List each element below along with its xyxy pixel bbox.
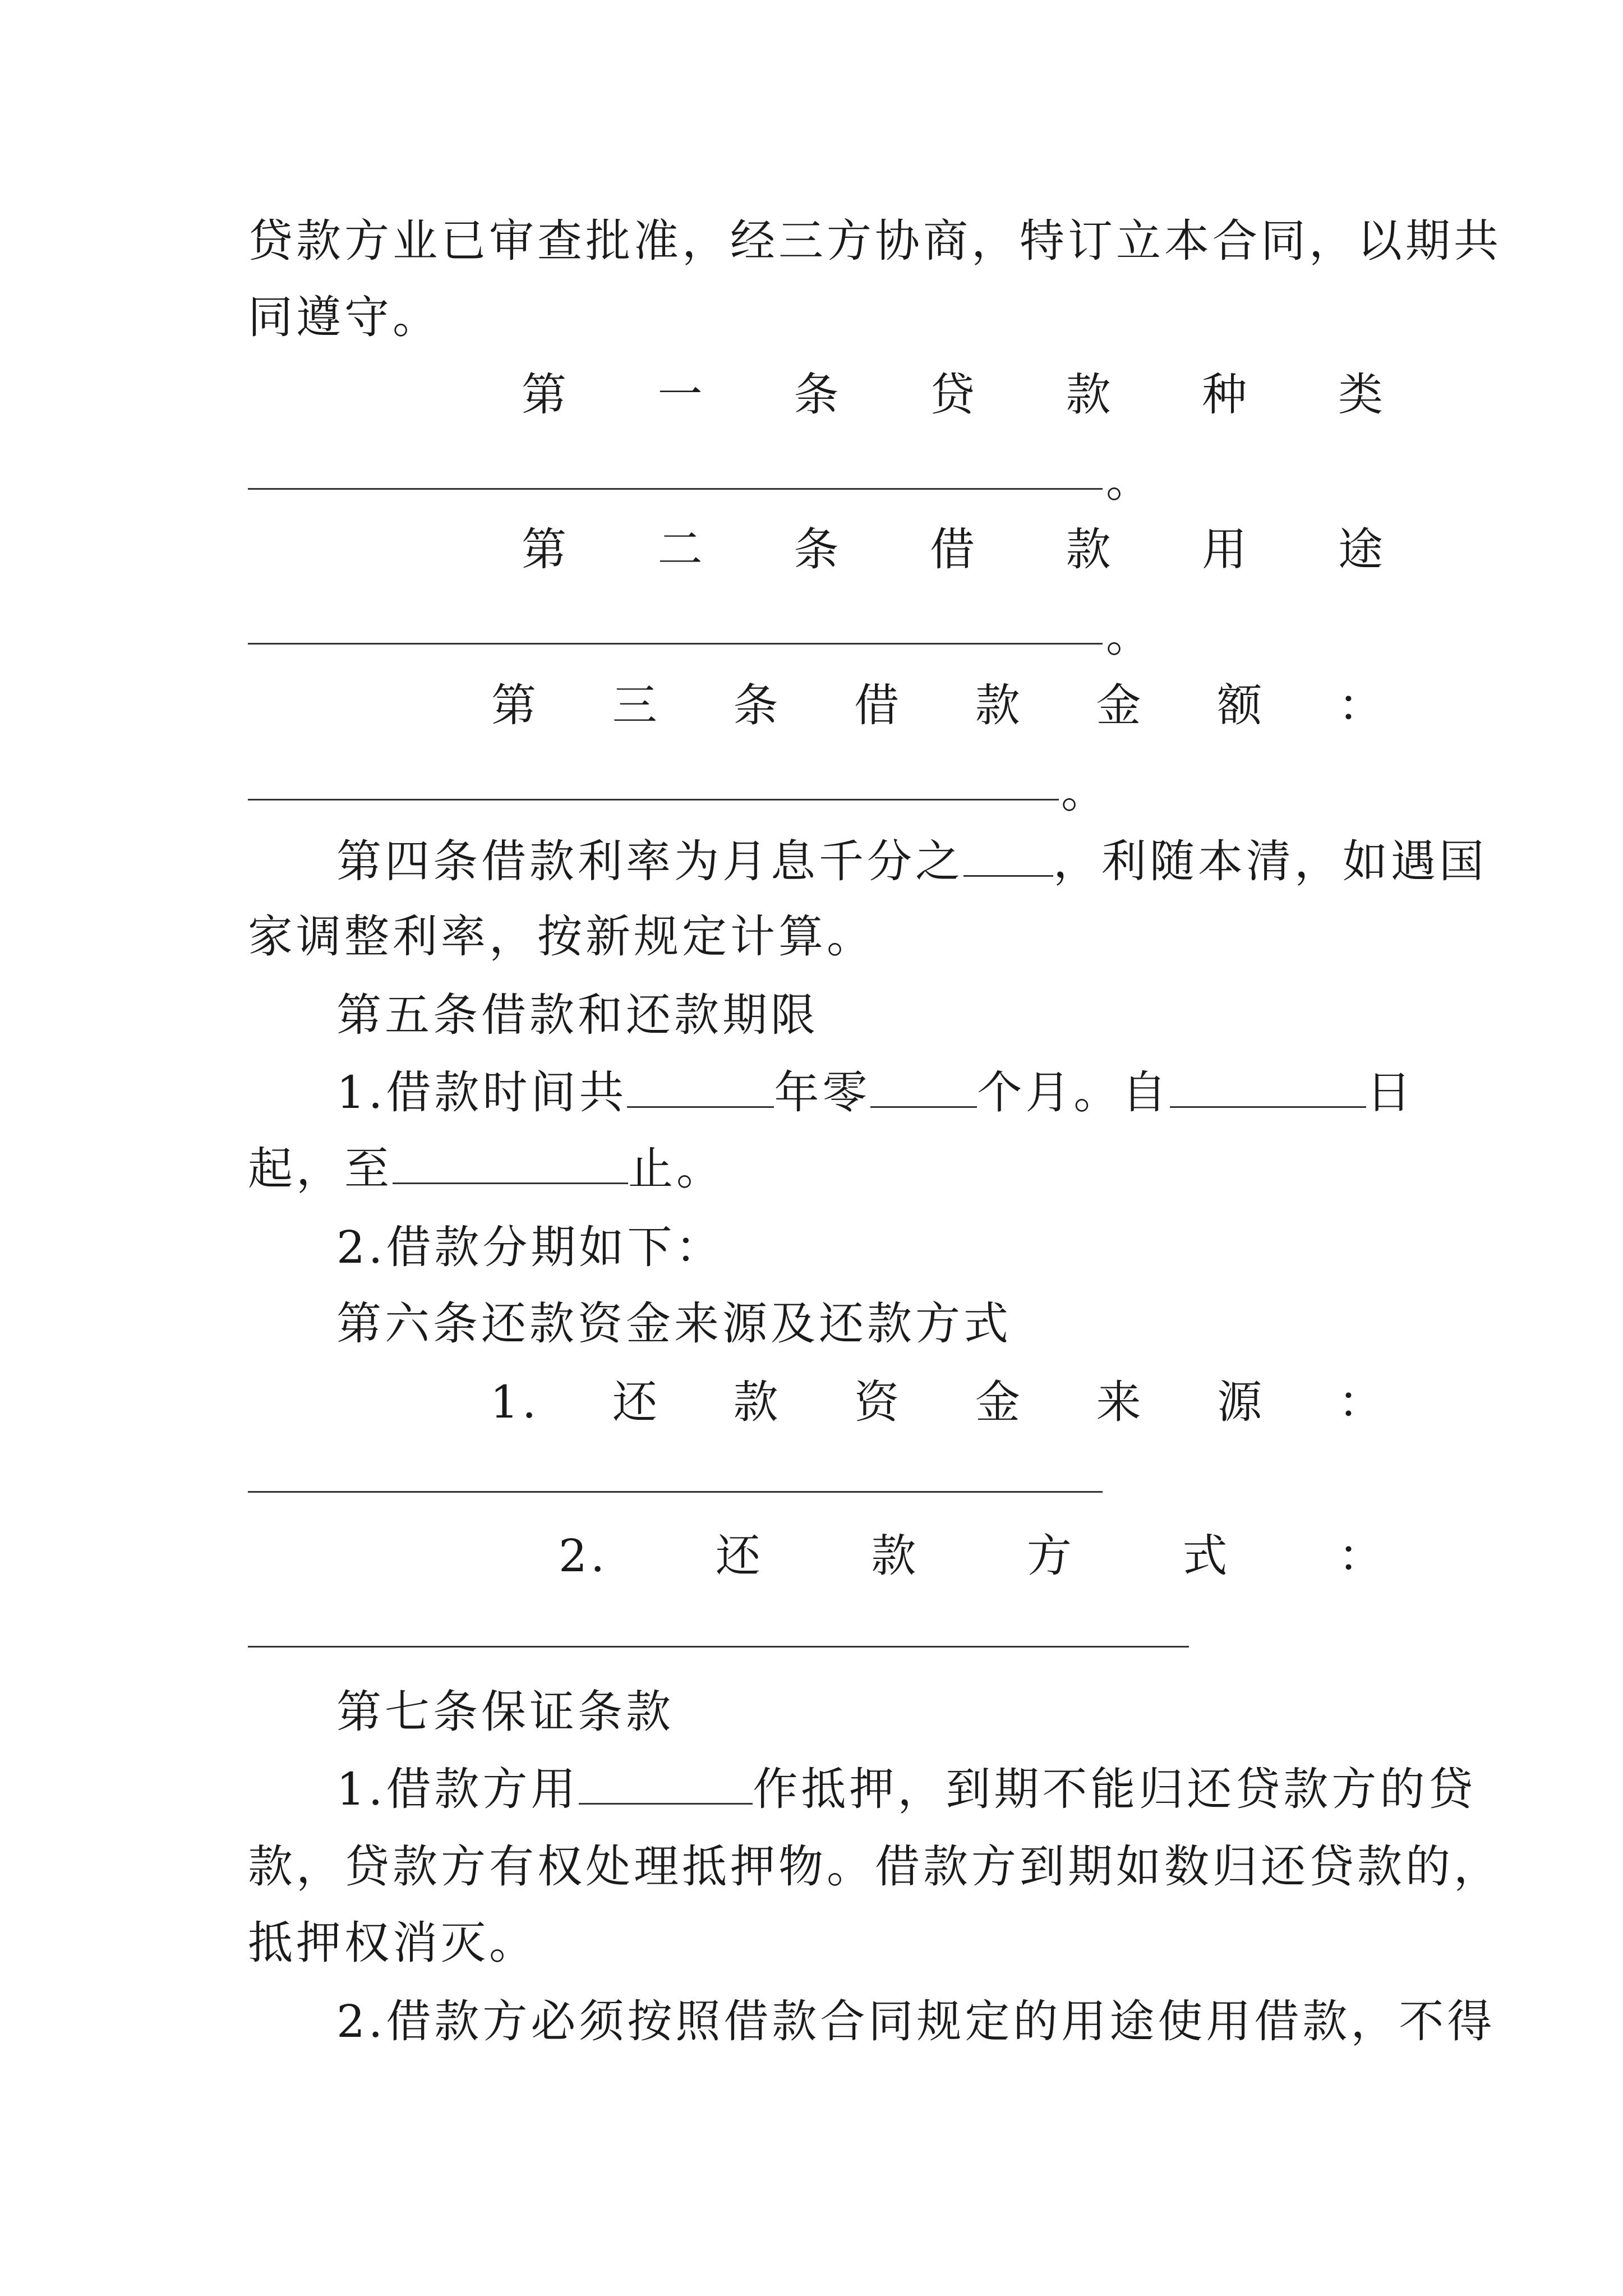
heading-char: 式 [1182, 1530, 1231, 1582]
heading-char: ： [1338, 679, 1386, 731]
heading-char: 贷 [929, 369, 978, 421]
heading-char: 二 [657, 523, 706, 576]
item-text: 止。 [628, 1143, 725, 1195]
heading-char: 借 [854, 679, 903, 731]
months-blank [870, 1069, 977, 1108]
article-4-text-b: ，利随本清，如遇国 [1053, 835, 1487, 887]
article-7-item1-line2: 款，贷款方有权处理抵押物。借款方到期如数归还贷款的， [248, 1841, 1502, 1893]
heading-char: 第 [522, 369, 570, 421]
article-7-title: 第七条保证条款 [336, 1686, 674, 1738]
article-7-item1-line1 [336, 1763, 1477, 1816]
item-text: 1.借款时间共 [336, 1066, 628, 1119]
years-blank [627, 1069, 774, 1108]
heading-char: 款 [871, 1530, 920, 1582]
heading-char: 种 [1202, 369, 1251, 421]
article-2-period: 。 [1106, 610, 1151, 662]
heading-char: 款 [1066, 523, 1114, 576]
heading-char: 第 [491, 679, 540, 731]
article-5-item1-line1 [336, 1066, 1415, 1120]
heading-char: 款 [733, 1376, 782, 1428]
collateral-blank [579, 1766, 753, 1805]
article-3-fill-line [248, 799, 1059, 800]
article-5-title: 第五条借款和还款期限 [336, 989, 819, 1041]
paragraph-intro-line1: 贷款方业已审查批准，经三方协商，特订立本合同，以期共 [248, 215, 1502, 267]
heading-char: 款 [975, 679, 1023, 731]
article-1-heading [522, 368, 1386, 422]
article-5-item1-line2 [248, 1142, 1386, 1196]
heading-char: 条 [794, 523, 842, 576]
heading-char: 还 [612, 1376, 661, 1428]
article-2-heading [522, 523, 1386, 577]
heading-char: 借 [929, 523, 978, 576]
heading-char: 方 [1026, 1530, 1075, 1582]
article-5-item2: 2.借款分期如下： [336, 1221, 724, 1273]
article-6-item2-heading [559, 1529, 1386, 1583]
heading-char: 源 [1217, 1376, 1266, 1428]
paragraph-intro-line2: 同遵守。 [248, 291, 441, 343]
heading-char: 条 [794, 369, 842, 421]
heading-char: 来 [1096, 1376, 1145, 1428]
article-6-item1-fill-line [248, 1491, 1103, 1493]
rate-blank [963, 838, 1053, 877]
heading-char: 用 [1202, 523, 1251, 576]
heading-char: 类 [1338, 369, 1386, 421]
article-3-period: 。 [1061, 766, 1106, 818]
heading-char: 三 [612, 679, 661, 731]
article-1-fill-line [248, 488, 1103, 490]
article-1-period: 。 [1106, 455, 1151, 507]
item-text: 年零 [774, 1066, 871, 1119]
heading-char: 条 [733, 679, 782, 731]
article-6-title: 第六条还款资金来源及还款方式 [336, 1297, 1012, 1350]
heading-char: 资 [854, 1376, 903, 1428]
article-4-line2: 家调整利率，按新规定计算。 [248, 910, 875, 963]
item-text: 作抵押，到期不能归还贷款方的贷 [753, 1763, 1477, 1815]
heading-char: ： [1338, 1376, 1386, 1428]
heading-char: 1. [490, 1376, 540, 1428]
start-date-blank [1170, 1069, 1366, 1108]
article-4-line1 [336, 835, 1487, 889]
heading-char: ： [1338, 1530, 1386, 1582]
article-3-heading [491, 679, 1386, 733]
heading-char: 额 [1217, 679, 1266, 731]
heading-char: 第 [522, 523, 570, 576]
article-6-item2-fill-line [248, 1646, 1189, 1648]
article-6-item1-heading [490, 1375, 1386, 1429]
heading-char: 一 [657, 369, 706, 421]
article-7-item1-line3: 抵押权消灭。 [248, 1917, 537, 1969]
item-text: 起，至 [248, 1143, 393, 1195]
item-text: 1.借款方用 [336, 1763, 579, 1815]
heading-char: 2. [559, 1530, 608, 1582]
article-2-fill-line [248, 643, 1103, 645]
heading-char: 途 [1338, 523, 1386, 576]
heading-char: 款 [1066, 369, 1114, 421]
heading-char: 金 [1096, 679, 1145, 731]
item-text: 个月。自 [977, 1066, 1170, 1119]
item-text: 日 [1366, 1066, 1415, 1119]
article-4-text-a: 第四条借款利率为月息千分之 [336, 835, 963, 887]
end-date-blank [393, 1145, 628, 1184]
heading-char: 还 [715, 1530, 764, 1582]
heading-char: 金 [975, 1376, 1023, 1428]
article-7-item2-line1: 2.借款方必须按照借款合同规定的用途使用借款，不得 [336, 1995, 1496, 2047]
